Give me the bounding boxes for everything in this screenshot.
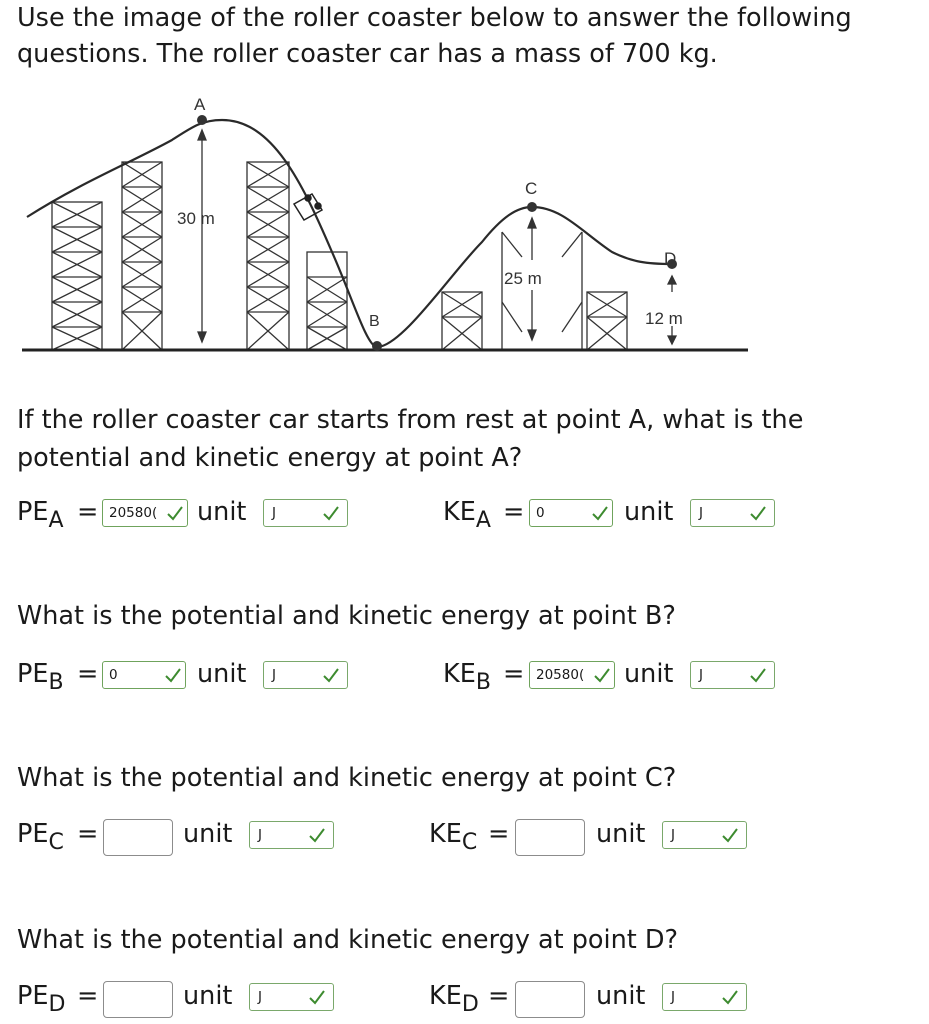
pe-d-equals: = [77,981,99,1011]
pe-b-equals: = [77,659,99,689]
ke-a-equals: = [503,497,525,527]
ke-d-symbol: $KE_D$ [429,981,479,1017]
height-label-c: 25 m [504,269,542,288]
check-icon [590,502,610,524]
pe-a-unit-label: unit [197,497,247,527]
pe-a-unit-select[interactable]: J [263,499,348,527]
answer-row-a [17,494,917,534]
check-icon [748,664,768,686]
pe-d-input[interactable] [103,981,173,1018]
trestle-d [587,292,627,350]
check-icon [321,502,341,524]
ke-c-unit-select[interactable]: J [662,821,747,849]
trestle-left-1 [52,202,102,350]
pe-a-symbol: $PE_A$ [17,497,64,533]
roller-coaster-figure [22,92,750,358]
question-d-text: What is the potential and kinetic energy at point D? [17,925,679,955]
trestle-left-2 [122,162,162,350]
ke-b-unit-select[interactable]: J [690,661,775,689]
answer-row-c [17,816,917,856]
ke-c-unit-label: unit [596,819,646,849]
question-a-text: If the roller coaster car starts from rest at point A, what is the potential and kinetic energy at point A? [17,405,804,473]
label-d: D [664,249,677,268]
ke-c-input[interactable] [515,819,585,856]
trestle-slope [307,252,347,350]
support-trestles [52,162,627,350]
label-c: C [525,179,538,198]
pe-d-symbol: $PE_D$ [17,981,66,1017]
pe-c-unit-select[interactable]: J [249,821,334,849]
answer-row-b [17,656,917,696]
ke-d-input[interactable] [515,981,585,1018]
height-label-d: 12 m [645,309,683,328]
trestle-right-of-a [247,162,289,350]
ke-a-unit-label: unit [624,497,674,527]
check-icon [592,664,612,686]
pe-d-unit-select[interactable]: J [249,983,334,1011]
pe-b-unit-label: unit [197,659,247,689]
question-c-text: What is the potential and kinetic energy at point C? [17,763,677,793]
trestle-c-left [442,292,482,350]
point-c-marker [527,202,537,212]
ke-d-equals: = [488,981,510,1011]
ke-b-symbol: $KE_B$ [443,659,491,695]
ke-b-equals: = [503,659,525,689]
check-icon [307,986,327,1008]
point-a-marker [197,115,207,125]
ke-c-symbol: $KE_C$ [429,819,478,855]
ke-d-unit-label: unit [596,981,646,1011]
pe-a-input[interactable]: 20580( [102,499,188,527]
label-b: B [369,313,380,330]
check-icon [321,664,341,686]
trestle-c-mid [502,232,582,350]
pe-c-input[interactable] [103,819,173,856]
pe-b-input[interactable]: 0 [102,661,186,689]
ke-d-unit-select[interactable]: J [662,983,747,1011]
pe-b-unit-select[interactable]: J [263,661,348,689]
check-icon [720,824,740,846]
pe-a-equals: = [77,497,99,527]
ke-a-symbol: $KE_A$ [443,497,491,533]
ke-b-input[interactable]: 20580( [529,661,615,689]
height-label-a: 30 m [177,209,215,228]
check-icon [720,986,740,1008]
coaster-car-icon [294,194,322,220]
pe-c-symbol: $PE_C$ [17,819,64,855]
question-b-text: What is the potential and kinetic energy at point B? [17,601,676,631]
ke-a-input[interactable]: 0 [529,499,613,527]
intro-text: Use the image of the roller coaster below to answer the following questions. The roller coaster car has a mass of 700 kg. [17,3,852,69]
answer-row-d [17,978,917,1018]
pe-c-unit-label: unit [183,819,233,849]
check-icon [165,502,185,524]
label-a: A [194,95,206,114]
check-icon [307,824,327,846]
check-icon [748,502,768,524]
ke-a-unit-select[interactable]: J [690,499,775,527]
ke-c-equals: = [488,819,510,849]
point-b-marker [372,341,382,351]
pe-d-unit-label: unit [183,981,233,1011]
ke-b-unit-label: unit [624,659,674,689]
height-arrow-a [198,130,206,342]
pe-c-equals: = [77,819,99,849]
pe-b-symbol: $PE_B$ [17,659,64,695]
check-icon [163,664,183,686]
